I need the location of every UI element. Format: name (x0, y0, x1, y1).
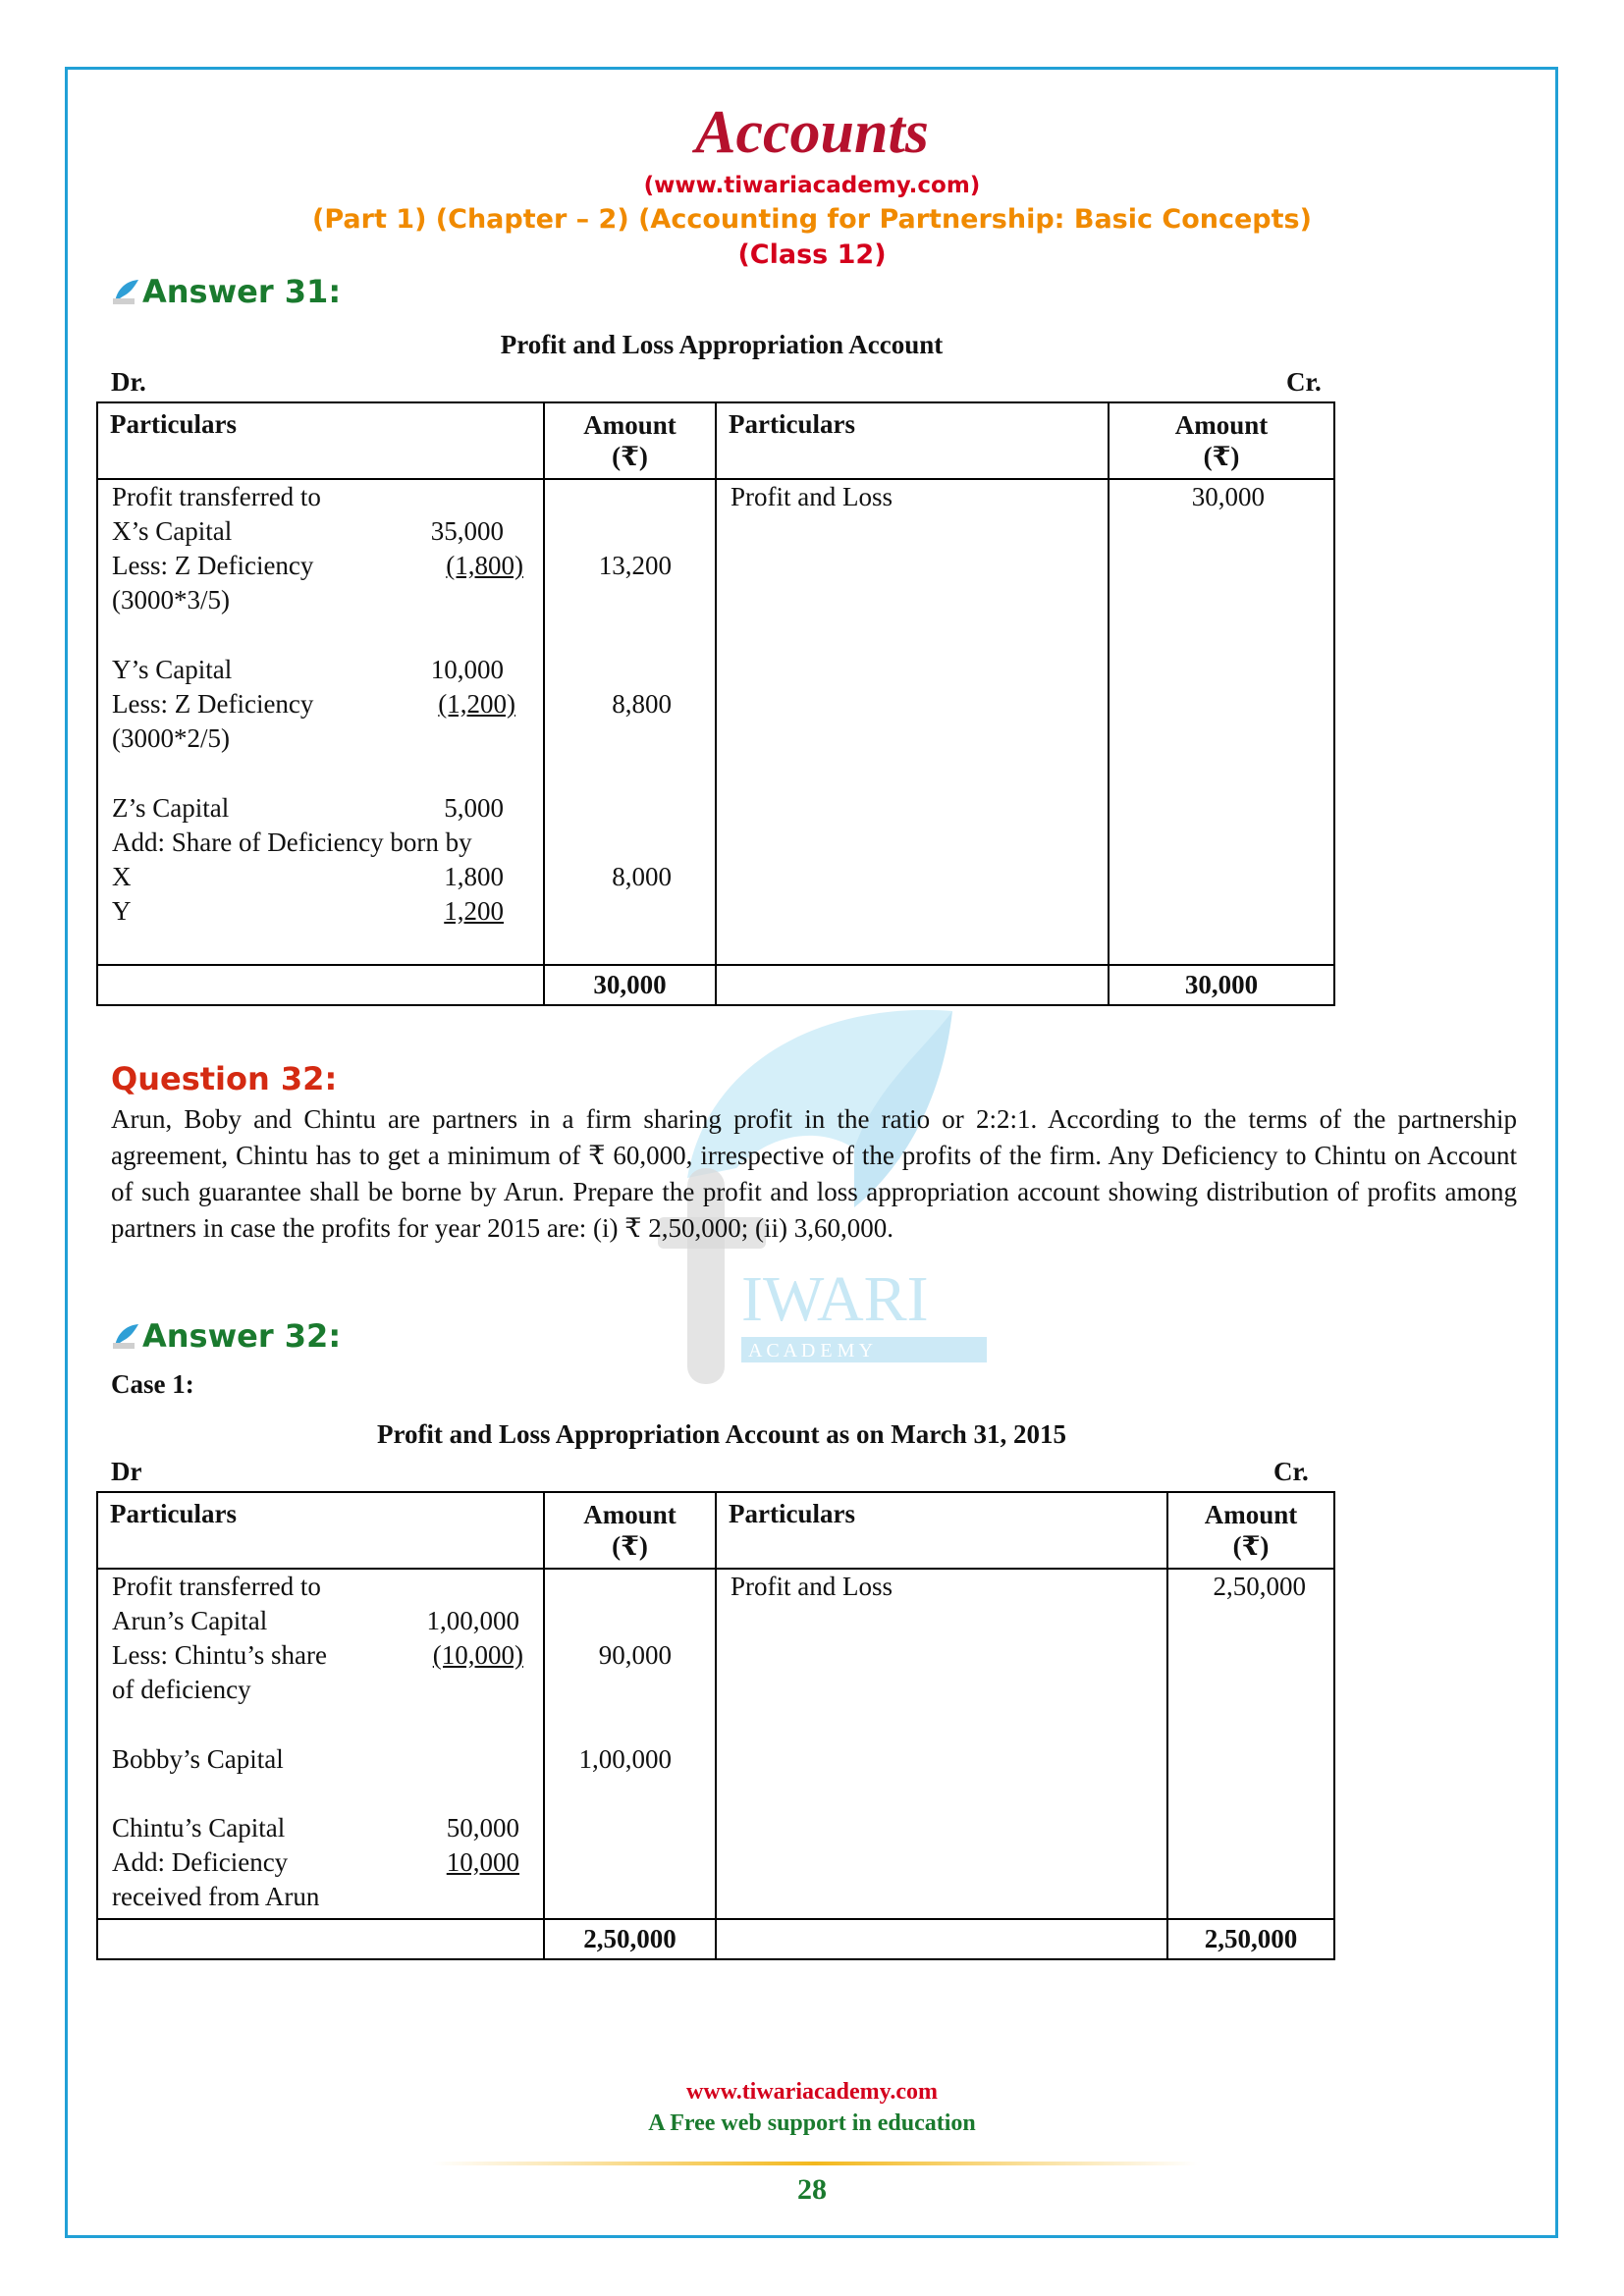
watermark-name: IWARI (741, 1263, 929, 1335)
total-blank-cr (716, 1919, 1167, 1959)
watermark-sub: A C A D E M Y (748, 1340, 874, 1362)
answer-32-table-title: Profit and Loss Appropriation Account as on March 31, 2015 (376, 1419, 1067, 1449)
debit-total: 30,000 (544, 965, 716, 1005)
cr-amount-header: Amount (₹) (1109, 402, 1334, 479)
line-add-deficiency: Add: Deficiency (112, 1847, 289, 1877)
footer-url: www.tiwariacademy.com (686, 2079, 938, 2105)
add-amount: 10,000 (446, 1847, 519, 1877)
page-number: 28 (797, 2173, 827, 2206)
debit-amounts (544, 1569, 716, 1919)
total-blank-dr (97, 965, 544, 1005)
page-title: Accounts (695, 99, 929, 166)
credit-particulars (716, 1569, 1167, 1919)
answer-31-cr-label: Cr. (1286, 367, 1322, 397)
footer-tagline: A Free web support in education (648, 2110, 976, 2136)
question-32-text: Arun, Boby and Chintu are partners in a firm sharing profit in the ratio or 2:2:1. According to the terms of the partnership agreement, Chintu has to get a minimum of ₹ 60,000, irrespective of the profits of the firm. Any Deficiency to Chintu on Account of such guarantee shall be borne by Arun. Prepare the profit and loss appropriation account showing distribution of profits among partners in case the profits for year 2015 are: (i) ₹ 2,50,000; (ii) 3,60,000. (111, 1104, 1517, 1243)
debit-particulars (97, 1569, 544, 1919)
debit-total: 2,50,000 (544, 1919, 716, 1959)
dr-particulars-header: Particulars (97, 1492, 544, 1569)
credit-amounts (1109, 479, 1334, 965)
z-net-amount: 8,000 (612, 862, 672, 891)
answer-31-table-title: Profit and Loss Appropriation Account (500, 330, 944, 359)
answer-32-cr-label: Cr. (1273, 1457, 1309, 1486)
credit-total: 30,000 (1109, 965, 1334, 1005)
debit-particulars (97, 479, 544, 965)
less-amount: (10,000) (432, 1640, 523, 1670)
x-net-amount: 13,200 (598, 551, 672, 580)
line-y-less-deficiency: Less: Z Deficiency (112, 689, 314, 719)
leaf-logo-icon (111, 1321, 140, 1351)
line-profit-transferred: Profit transferred to (112, 1572, 321, 1601)
answer-31-dr-label: Dr. (111, 367, 146, 397)
line-z-capital: Z’s Capital (112, 793, 230, 823)
x-calc: (3000*3/5) (112, 585, 230, 614)
credit-amount: 30,000 (1191, 482, 1265, 511)
credit-amount: 2,50,000 (1213, 1572, 1306, 1601)
line-received-from-arun: received from Arun (112, 1882, 320, 1911)
dr-amount-header: Amount (₹) (544, 1492, 716, 1569)
class-label: (Class 12) (737, 240, 887, 270)
cr-particulars-header: Particulars (716, 1492, 1167, 1569)
y-calc: (3000*2/5) (112, 723, 230, 753)
chapter-subtitle: (Part 1) (Chapter – 2) (Accounting for Partnership: Basic Concepts) (312, 204, 1312, 235)
case-1-label: Case 1: (111, 1369, 194, 1399)
answer-32-ledger-table (96, 1491, 1335, 1960)
cr-amount-header: Amount (₹) (1167, 1492, 1334, 1569)
credit-amounts (1167, 1569, 1334, 1919)
answer-32-dr-label: Dr (111, 1457, 142, 1486)
line-x-less-deficiency: Less: Z Deficiency (112, 551, 314, 580)
answer-31-ledger-table (96, 401, 1335, 1006)
credit-profit-and-loss: Profit and Loss (731, 1572, 893, 1601)
credit-particulars (716, 479, 1109, 965)
cr-particulars-header: Particulars (716, 402, 1109, 479)
header-url: (www.tiwariacademy.com) (643, 173, 981, 198)
line-y-capital: Y’s Capital (112, 655, 233, 684)
leaf-logo-icon (111, 277, 140, 306)
x-less-amount: (1,800) (446, 551, 523, 580)
y-less-amount: (1,200) (438, 689, 515, 719)
answer-31-heading: Answer 31: (111, 273, 341, 310)
y-capital-amount: 10,000 (430, 655, 504, 684)
line-of-deficiency: of deficiency (112, 1675, 251, 1704)
answer-32-heading: Answer 32: (111, 1317, 341, 1355)
credit-profit-and-loss: Profit and Loss (731, 482, 893, 511)
arun-capital-amount: 1,00,000 (426, 1606, 519, 1635)
line-profit-transferred: Profit transferred to (112, 482, 321, 511)
total-blank-cr (716, 965, 1109, 1005)
bobby-net-amount: 1,00,000 (578, 1744, 672, 1774)
line-zx: X (112, 862, 132, 891)
question-32-heading: Question 32: (111, 1060, 338, 1097)
zy-amount: 1,200 (444, 896, 504, 926)
zx-amount: 1,800 (444, 862, 504, 891)
line-arun-capital: Arun’s Capital (112, 1606, 268, 1635)
line-bobby-capital: Bobby’s Capital (112, 1744, 284, 1774)
y-net-amount: 8,800 (612, 689, 672, 719)
z-capital-amount: 5,000 (444, 793, 504, 823)
credit-total: 2,50,000 (1167, 1919, 1334, 1959)
line-less-chintu-share: Less: Chintu’s share (112, 1640, 327, 1670)
footer-divider (432, 2162, 1198, 2165)
dr-particulars-header: Particulars (97, 402, 544, 479)
dr-amount-header: Amount (₹) (544, 402, 716, 479)
chintu-capital-amount: 50,000 (446, 1813, 519, 1842)
debit-amounts (544, 479, 716, 965)
line-x-capital: X’s Capital (112, 516, 233, 546)
line-z-add-share: Add: Share of Deficiency born by (112, 828, 472, 857)
arun-net-amount: 90,000 (598, 1640, 672, 1670)
line-chintu-capital: Chintu’s Capital (112, 1813, 286, 1842)
x-capital-amount: 35,000 (430, 516, 504, 546)
total-blank-dr (97, 1919, 544, 1959)
line-zy: Y (112, 896, 132, 926)
